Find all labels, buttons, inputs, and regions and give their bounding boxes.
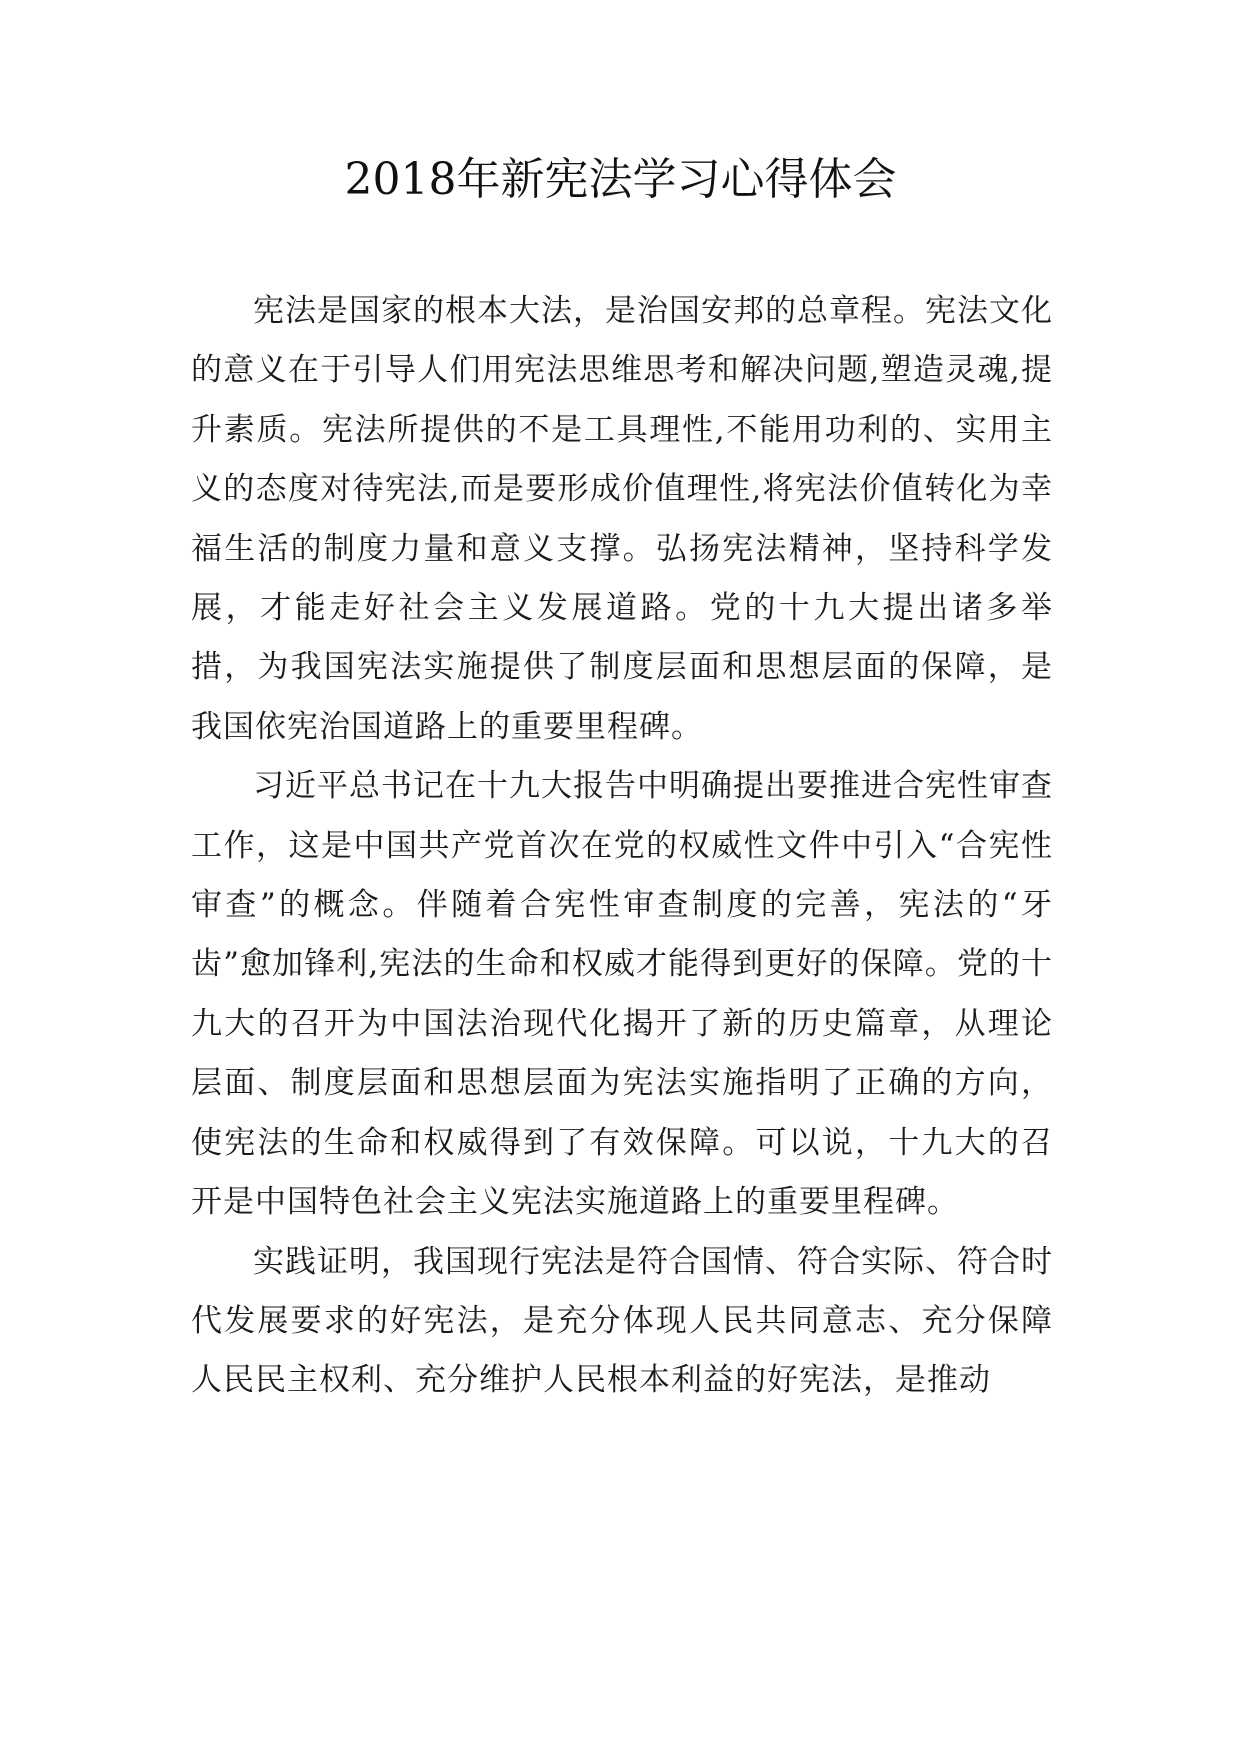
paragraph: 实践证明，我国现行宪法是符合国情、符合实际、符合时代发展要求的好宪法，是充分体现人民共同意志、充分保障人民民主权利、充分维护人民根本利益的好宪法，是推动 xyxy=(191,1243,1053,1399)
page-title: 2018年新宪法学习心得体会 xyxy=(344,154,897,205)
document-body xyxy=(191,282,1053,1411)
paragraph: 宪法是国家的根本大法，是治国安邦的总章程。宪法文化的意义在于引导人们用宪法思维思考和解决问题,塑造灵魂,提升素质。宪法所提供的不是工具理性,不能用功利的、实用主义的态度对待宪法,而是要形成价值理性,将宪法价值转化为幸福生活的制度力量和意义支撑。弘扬宪法精神，坚持科学发展，才能走好社会主义发展道路。党的十九大提出诸多举措，为我国宪法实施提供了制度层面和思想层面的保障，是我国依宪治国道路上的重要里程碑。 xyxy=(191,293,1053,745)
paragraph: 习近平总书记在十九大报告中明确提出要推进合宪性审查工作，这是中国共产党首次在党的权威性文件中引入“合宪性审查”的概念。伴随着合宪性审查制度的完善，宪法的“牙齿”愈加锋利,宪法的生命和权威才能得到更好的保障。党的十九大的召开为中国法治现代化揭开了新的历史篇章，从理论层面、制度层面和思想层面为宪法实施指明了正确的方向，使宪法的生命和权威得到了有效保障。可以说，十九大的召开是中国特色社会主义宪法实施道路上的重要里程碑。 xyxy=(191,768,1053,1221)
